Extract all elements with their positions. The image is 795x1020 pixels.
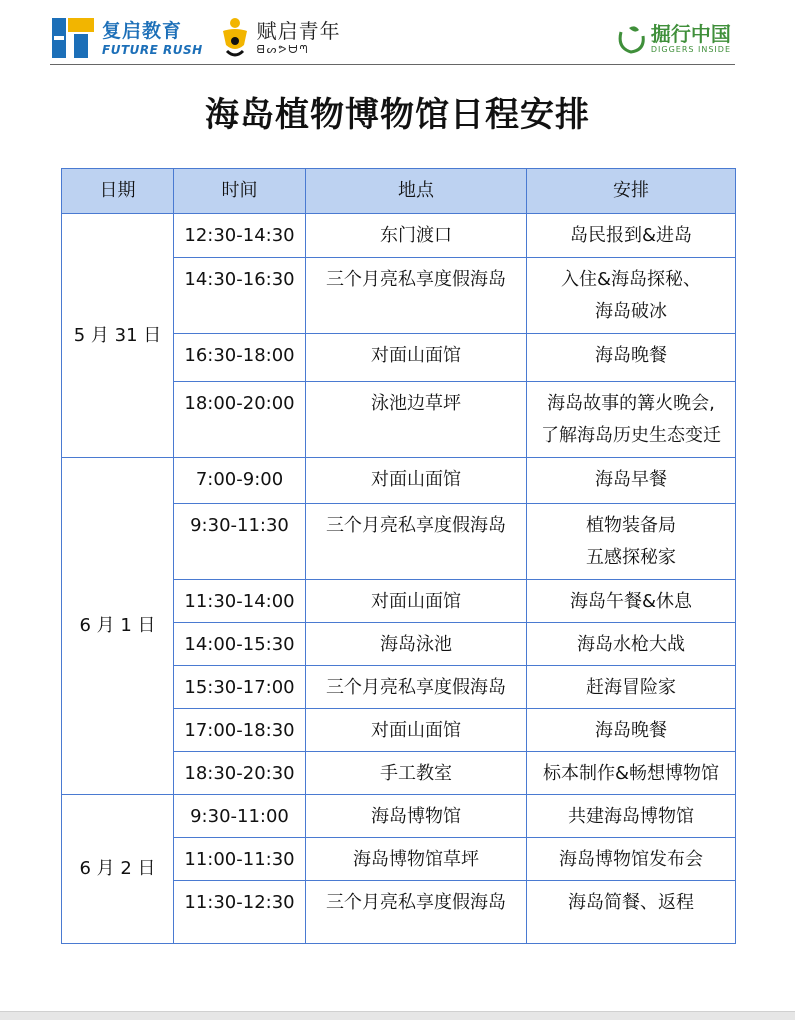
- time-cell: [174, 580, 306, 623]
- plan-line: 了解海岛历史生态变迁: [541, 425, 721, 446]
- header-date: 日期: [62, 169, 174, 214]
- place-cell-text: 三个月亮私享度假海岛: [326, 515, 506, 536]
- diggers-logo: [615, 22, 731, 56]
- plan-cell: [527, 334, 736, 382]
- time-cell: [174, 752, 306, 795]
- plan-cell: [527, 214, 736, 258]
- plan-cell: [527, 382, 736, 458]
- place-cell-text: 三个月亮私享度假海岛: [326, 269, 506, 290]
- plan-line: 入住&海岛探秘、: [560, 269, 702, 290]
- time-cell-text: 11:00-11:30: [184, 849, 295, 870]
- page-header: [50, 12, 735, 65]
- partner-logos: [52, 16, 341, 60]
- place-cell-text: 海岛泳池: [380, 634, 452, 655]
- sprout-logo-icon: [615, 22, 649, 56]
- place-cell: [306, 580, 527, 623]
- page-edge: [0, 1011, 795, 1020]
- time-cell-text: 17:00-18:30: [184, 720, 295, 741]
- time-cell: [174, 881, 306, 944]
- time-cell-text: 7:00-9:00: [195, 469, 284, 490]
- table-row: [62, 214, 736, 258]
- brand-name-en: ᗺᔕᕗᗨᘉ: [256, 43, 310, 56]
- place-cell: [306, 838, 527, 881]
- table-header-row: [62, 169, 736, 214]
- plan-line: 岛民报到&进岛: [569, 225, 693, 246]
- plan-cell: [527, 795, 736, 838]
- plan-cell: [527, 623, 736, 666]
- place-cell: [306, 214, 527, 258]
- time-cell: [174, 214, 306, 258]
- time-cell: [174, 334, 306, 382]
- plan-line: 共建海岛博物馆: [568, 806, 694, 827]
- schedule-body: [62, 214, 736, 944]
- time-cell-text: 11:30-12:30: [184, 892, 295, 913]
- time-cell: [174, 666, 306, 709]
- place-cell-text: 对面山面馆: [371, 345, 461, 366]
- plan-line: 赶海冒险家: [586, 677, 676, 698]
- plan-line: 海岛博物馆发布会: [559, 849, 703, 870]
- place-cell: [306, 752, 527, 795]
- time-cell-text: 14:30-16:30: [184, 269, 295, 290]
- header-plan: 安排: [527, 169, 736, 214]
- plan-cell: [527, 258, 736, 334]
- plan-line: 海岛早餐: [595, 469, 667, 490]
- plan-cell: [527, 752, 736, 795]
- time-cell: [174, 709, 306, 752]
- plan-line: 海岛水枪大战: [577, 634, 685, 655]
- place-cell-text: 三个月亮私享度假海岛: [326, 892, 506, 913]
- plan-line: 海岛晚餐: [595, 345, 667, 366]
- place-cell-text: 对面山面馆: [371, 469, 461, 490]
- place-cell-text: 海岛博物馆草坪: [353, 849, 479, 870]
- time-cell-text: 11:30-14:00: [184, 591, 295, 612]
- time-cell-text: 9:30-11:30: [190, 515, 289, 536]
- date-cell: 5 月 31 日: [62, 214, 174, 458]
- header-place: 地点: [306, 169, 527, 214]
- plan-cell: [527, 458, 736, 504]
- place-cell: [306, 795, 527, 838]
- time-cell: [174, 458, 306, 504]
- fuqi-youth-logo: [217, 17, 341, 59]
- place-cell: [306, 709, 527, 752]
- place-cell: [306, 458, 527, 504]
- place-cell-text: 泳池边草坪: [371, 393, 461, 414]
- table-row: [62, 795, 736, 838]
- place-cell: [306, 666, 527, 709]
- date-cell: 6 月 1 日: [62, 458, 174, 795]
- plan-line: 植物装备局: [586, 515, 676, 536]
- place-cell: [306, 382, 527, 458]
- time-cell: [174, 504, 306, 580]
- place-cell-text: 三个月亮私享度假海岛: [326, 677, 506, 698]
- page-title: 海岛植物博物馆日程安排: [205, 95, 590, 135]
- plan-line: 海岛晚餐: [595, 720, 667, 741]
- plan-line: 海岛故事的篝火晚会,: [547, 393, 715, 414]
- place-cell: [306, 623, 527, 666]
- plan-line: 海岛午餐&休息: [569, 591, 693, 612]
- header-time: 时间: [174, 169, 306, 214]
- place-cell: [306, 881, 527, 944]
- time-cell-text: 12:30-14:30: [184, 225, 295, 246]
- time-cell: [174, 623, 306, 666]
- place-cell-text: 东门渡口: [380, 225, 452, 246]
- place-cell: [306, 504, 527, 580]
- time-cell-text: 18:30-20:30: [184, 763, 295, 784]
- plan-line: 海岛简餐、返程: [568, 892, 694, 913]
- plan-cell: [527, 881, 736, 944]
- time-cell-text: 9:30-11:00: [190, 806, 289, 827]
- plan-line: 海岛破冰: [595, 301, 667, 322]
- place-cell: [306, 258, 527, 334]
- time-cell: [174, 382, 306, 458]
- plan-cell: [527, 838, 736, 881]
- time-cell: [174, 838, 306, 881]
- date-cell: 6 月 2 日: [62, 795, 174, 944]
- place-cell-text: 海岛博物馆: [371, 806, 461, 827]
- time-cell-text: 18:00-20:00: [184, 393, 295, 414]
- plan-cell: [527, 504, 736, 580]
- plan-cell: [527, 709, 736, 752]
- time-cell: [174, 258, 306, 334]
- plan-cell: [527, 666, 736, 709]
- place-cell: [306, 334, 527, 382]
- place-cell-text: 对面山面馆: [371, 720, 461, 741]
- plan-line: 标本制作&畅想博物馆: [542, 763, 720, 784]
- person-logo-icon: [217, 17, 253, 59]
- schedule-table: [61, 168, 736, 944]
- time-cell-text: 14:00-15:30: [184, 634, 295, 655]
- time-cell: [174, 795, 306, 838]
- future-rush-logo-icon: [52, 16, 94, 60]
- future-rush-text: [102, 19, 203, 57]
- brand-name-cn: 赋启青年: [256, 19, 341, 43]
- plan-cell: [527, 580, 736, 623]
- time-cell-text: 16:30-18:00: [184, 345, 295, 366]
- place-cell-text: 手工教室: [380, 763, 452, 784]
- time-cell-text: 15:30-17:00: [184, 677, 295, 698]
- brand-name-cn: 掘行中国: [650, 22, 731, 46]
- brand-name-en: FUTURE RUSH: [102, 43, 203, 57]
- table-row: [62, 458, 736, 504]
- place-cell-text: 对面山面馆: [371, 591, 461, 612]
- plan-line: 五感探秘家: [586, 547, 676, 568]
- brand-name-cn: 复启教育: [102, 20, 183, 42]
- brand-name-en: DIGGERS INSIDE: [650, 45, 731, 54]
